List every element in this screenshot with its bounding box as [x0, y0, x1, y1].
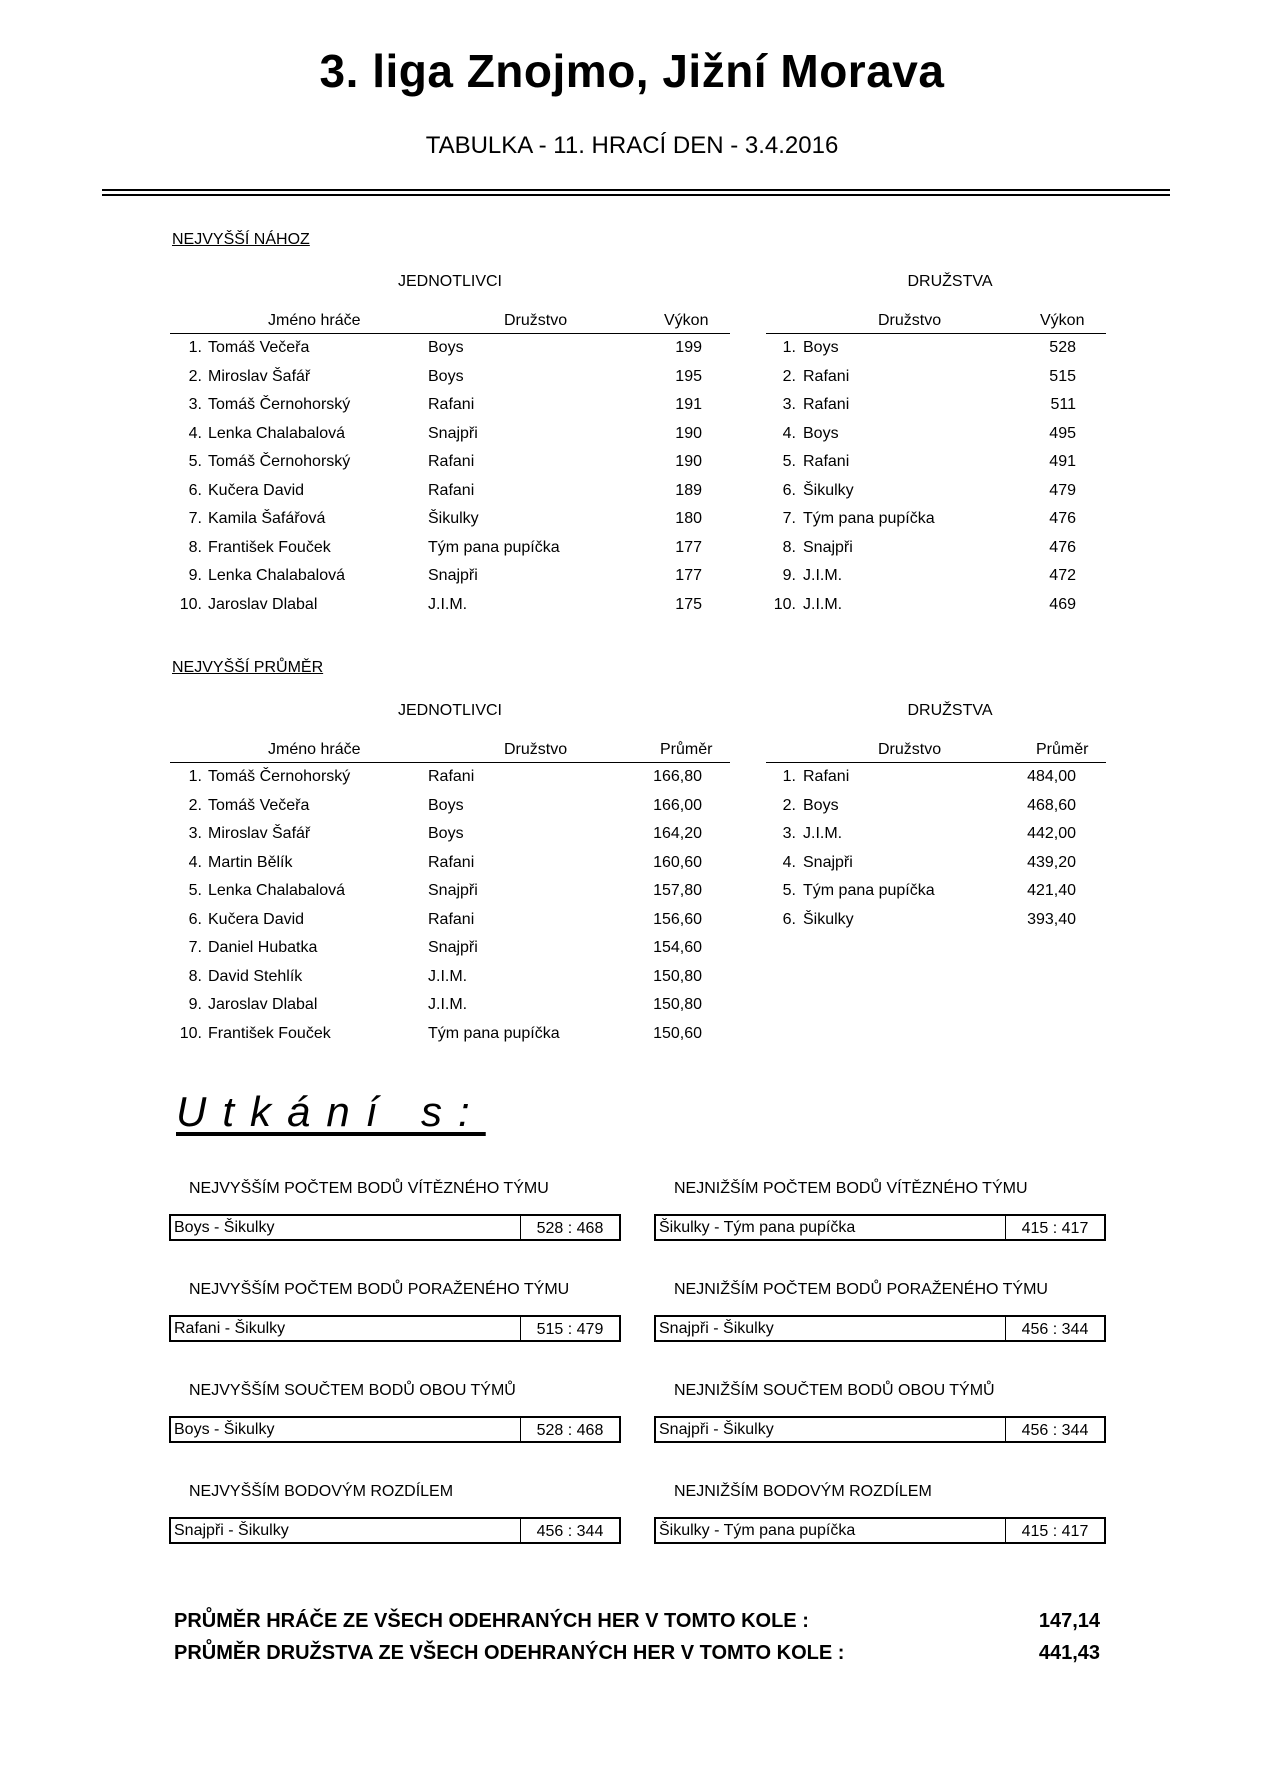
- table-row: [170, 792, 730, 821]
- max-average-teams-heading: DRUŽSTVA: [907, 702, 993, 719]
- criterion-label: NEJVYŠŠÍM POČTEM BODŮ VÍTĚZNÉHO TÝMU: [189, 1180, 549, 1197]
- row-value: 177: [675, 567, 702, 584]
- double-divider: [102, 189, 1170, 196]
- row-team: Tým pana pupíčka: [428, 538, 560, 556]
- row-player: Lenka Chalabalová: [208, 424, 345, 442]
- row-value: 191: [675, 396, 702, 413]
- row-rank: 6.: [782, 910, 796, 928]
- table-row: [170, 477, 730, 506]
- row-rank: 3.: [188, 825, 202, 842]
- row-value: 150,60: [653, 1024, 702, 1042]
- row-rank: 6.: [782, 481, 796, 499]
- max-throw-individuals-heading: JEDNOTLIVCI: [397, 273, 502, 290]
- row-value: 166,80: [653, 768, 702, 785]
- row-team: Snajpři: [428, 939, 478, 956]
- team-average-label: PRŮMĚR DRUŽSTVA ZE VŠECH ODEHRANÝCH HER V TOMTO KOLE :: [174, 1642, 845, 1664]
- col-player: Jméno hráče: [268, 741, 361, 758]
- criterion-result-box: [654, 1517, 1106, 1544]
- row-player: František Fouček: [208, 1024, 331, 1042]
- max-throw-individuals-table: [170, 311, 730, 619]
- row-rank: 5.: [782, 882, 796, 899]
- table-row: [766, 562, 1106, 591]
- criterion-label: NEJNIŽŠÍM BODOVÝM ROZDÍLEM: [674, 1483, 932, 1500]
- row-player: František Fouček: [208, 538, 331, 556]
- row-value: 164,20: [653, 825, 702, 842]
- row-value: 154,60: [653, 939, 702, 956]
- match-teams: Boys - Šikulky: [174, 1219, 275, 1236]
- table-row: [170, 391, 730, 420]
- row-rank: 1.: [782, 339, 796, 356]
- criterion-label: NEJNIŽŠÍM POČTEM BODŮ VÍTĚZNÉHO TÝMU: [674, 1180, 1028, 1197]
- match-teams: Snajpři - Šikulky: [174, 1522, 289, 1539]
- match-score: 456 : 344: [1005, 1317, 1104, 1340]
- row-rank: 4.: [188, 853, 202, 871]
- col-team: Družstvo: [504, 741, 568, 758]
- row-team: Rafani: [428, 481, 475, 499]
- row-value: 175: [675, 595, 702, 613]
- col-player: Jméno hráče: [268, 312, 361, 329]
- table-row: [170, 334, 730, 363]
- criterion-result-box: [169, 1315, 621, 1342]
- row-value: 150,80: [653, 996, 702, 1013]
- table-row: [766, 591, 1106, 620]
- row-team: Boys: [428, 796, 464, 814]
- row-rank: 5.: [188, 453, 202, 470]
- row-player: Kamila Šafářová: [208, 510, 326, 527]
- row-team: Snajpři: [428, 882, 478, 899]
- table-row: [170, 991, 730, 1020]
- row-player: Jaroslav Dlabal: [208, 996, 318, 1013]
- row-value: 190: [675, 453, 702, 470]
- table-row: [170, 534, 730, 563]
- row-value: 469: [1049, 595, 1076, 613]
- row-value: 157,80: [653, 882, 702, 899]
- match-score: 415 : 417: [1005, 1216, 1104, 1239]
- match-teams: Snajpři - Šikulky: [659, 1320, 774, 1337]
- row-value: 393,40: [1027, 910, 1076, 928]
- row-rank: 10.: [773, 595, 796, 613]
- criterion-label: NEJVYŠŠÍM SOUČTEM BODŮ OBOU TÝMŮ: [189, 1382, 516, 1399]
- col-value: Výkon: [1040, 312, 1085, 329]
- table-row: [766, 763, 1106, 792]
- page-title: 3. liga Znojmo, Jižní Morava: [319, 45, 945, 97]
- row-team: Rafani: [428, 396, 475, 413]
- row-rank: 5.: [188, 882, 202, 899]
- row-rank: 5.: [782, 453, 796, 470]
- row-rank: 3.: [782, 396, 796, 413]
- row-value: 528: [1049, 339, 1076, 356]
- match-score: 415 : 417: [1005, 1519, 1104, 1542]
- row-value: 160,60: [653, 853, 702, 871]
- row-rank: 3.: [782, 825, 796, 842]
- matches-heading: Utkání s:: [176, 1088, 486, 1135]
- criterion-result-box: [654, 1315, 1106, 1342]
- row-value: 442,00: [1027, 825, 1076, 842]
- row-team: Snajpři: [803, 853, 853, 871]
- row-value: 189: [675, 481, 702, 499]
- table-row: [170, 363, 730, 392]
- row-rank: 7.: [188, 939, 202, 956]
- row-value: 484,00: [1027, 768, 1076, 785]
- row-team: Boys: [803, 796, 839, 814]
- row-team: Rafani: [803, 396, 850, 413]
- row-rank: 3.: [188, 396, 202, 413]
- player-average-label: PRŮMĚR HRÁČE ZE VŠECH ODEHRANÝCH HER V TOMTO KOLE :: [174, 1610, 809, 1632]
- match-teams: Boys - Šikulky: [174, 1421, 275, 1438]
- row-rank: 2.: [188, 367, 202, 385]
- max-average-section-label: NEJVYŠŠÍ PRŮMĚR: [172, 659, 324, 676]
- row-player: Jaroslav Dlabal: [208, 595, 318, 613]
- row-team: Boys: [803, 424, 839, 442]
- row-rank: 1.: [188, 339, 202, 356]
- table-row: [170, 906, 730, 935]
- row-team: Boys: [428, 367, 464, 385]
- row-value: 166,00: [653, 796, 702, 814]
- team-average-value: 441,43: [1038, 1642, 1100, 1664]
- row-player: Miroslav Šafář: [208, 825, 311, 842]
- table-row: [766, 448, 1106, 477]
- criterion-label: NEJVYŠŠÍM BODOVÝM ROZDÍLEM: [189, 1483, 454, 1500]
- table-row: [766, 792, 1106, 821]
- col-team: Družstvo: [504, 312, 568, 329]
- row-player: Tomáš Večeřa: [208, 796, 310, 814]
- row-team: Tým pana pupíčka: [428, 1024, 560, 1042]
- max-average-teams-table: [766, 740, 1106, 934]
- row-rank: 2.: [782, 796, 796, 814]
- row-rank: 9.: [188, 996, 202, 1013]
- page-subtitle: TABULKA - 11. HRACÍ DEN - 3.4.2016: [425, 132, 839, 159]
- row-team: Tým pana pupíčka: [803, 882, 935, 899]
- max-throw-section-label: NEJVYŠŠÍ NÁHOZ: [172, 231, 310, 248]
- row-team: Rafani: [428, 453, 475, 470]
- table-header: [170, 311, 730, 334]
- row-rank: 4.: [782, 424, 796, 442]
- row-team: Tým pana pupíčka: [803, 510, 935, 527]
- row-value: 180: [675, 510, 702, 527]
- row-value: 468,60: [1027, 796, 1076, 814]
- criterion-label: NEJNIŽŠÍM SOUČTEM BODŮ OBOU TÝMŮ: [674, 1382, 995, 1399]
- row-team: J.I.M.: [803, 825, 843, 842]
- row-rank: 2.: [782, 367, 796, 385]
- row-player: Tomáš Černohorský: [208, 768, 351, 785]
- row-team: Rafani: [428, 768, 475, 785]
- table-row: [170, 420, 730, 449]
- row-team: Rafani: [803, 367, 850, 385]
- match-teams: Rafani - Šikulky: [174, 1320, 286, 1337]
- row-rank: 2.: [188, 796, 202, 814]
- row-player: Lenka Chalabalová: [208, 882, 345, 899]
- match-score: 528 : 468: [520, 1418, 619, 1441]
- row-value: 515: [1049, 367, 1076, 385]
- table-row: [766, 420, 1106, 449]
- row-value: 511: [1050, 396, 1076, 413]
- match-teams: Šikulky - Tým pana pupíčka: [659, 1219, 856, 1236]
- row-team: J.I.M.: [428, 595, 468, 613]
- match-score: 515 : 479: [520, 1317, 619, 1340]
- table-row: [766, 877, 1106, 906]
- row-value: 476: [1049, 510, 1076, 527]
- table-row: [170, 562, 730, 591]
- row-value: 199: [675, 339, 702, 356]
- row-value: 439,20: [1027, 853, 1076, 871]
- col-team: Družstvo: [878, 741, 942, 758]
- match-score: 456 : 344: [520, 1519, 619, 1542]
- table-row: [170, 849, 730, 878]
- row-player: Martin Bělík: [208, 853, 293, 871]
- row-team: Rafani: [428, 853, 475, 871]
- row-rank: 6.: [188, 481, 202, 499]
- criterion-label: NEJNIŽŠÍM POČTEM BODŮ PORAŽENÉHO TÝMU: [674, 1281, 1048, 1298]
- row-value: 150,80: [653, 967, 702, 985]
- row-rank: 7.: [782, 510, 796, 527]
- max-average-individuals-table: [170, 740, 730, 1048]
- row-rank: 10.: [179, 1024, 202, 1042]
- table-row: [170, 505, 730, 534]
- match-score: 528 : 468: [520, 1216, 619, 1239]
- row-player: Tomáš Černohorský: [208, 453, 351, 470]
- table-row: [170, 448, 730, 477]
- table-row: [766, 334, 1106, 363]
- col-team: Družstvo: [878, 312, 942, 329]
- table-header: [766, 311, 1106, 334]
- row-rank: 10.: [179, 595, 202, 613]
- table-header: [766, 740, 1106, 763]
- criterion-result-box: [169, 1214, 621, 1241]
- row-value: 476: [1049, 538, 1076, 556]
- row-team: Šikulky: [428, 510, 479, 527]
- row-value: 195: [675, 367, 702, 385]
- max-average-individuals-heading: JEDNOTLIVCI: [397, 702, 502, 719]
- row-team: J.I.M.: [803, 567, 843, 584]
- criterion-result-box: [654, 1416, 1106, 1443]
- row-team: Boys: [803, 339, 839, 356]
- table-row: [170, 1020, 730, 1049]
- table-row: [766, 849, 1106, 878]
- match-teams: Snajpři - Šikulky: [659, 1421, 774, 1438]
- table-row: [170, 963, 730, 992]
- row-rank: 1.: [188, 768, 202, 785]
- row-team: Rafani: [803, 453, 850, 470]
- row-player: Kučera David: [208, 481, 305, 499]
- row-rank: 9.: [188, 567, 202, 584]
- row-value: 190: [675, 424, 702, 442]
- row-team: J.I.M.: [428, 967, 468, 985]
- row-rank: 8.: [782, 538, 796, 556]
- row-rank: 9.: [782, 567, 796, 584]
- table-row: [766, 906, 1106, 935]
- row-team: J.I.M.: [803, 595, 843, 613]
- row-rank: 1.: [782, 768, 796, 785]
- row-value: 156,60: [653, 910, 702, 928]
- row-team: Rafani: [803, 768, 850, 785]
- max-throw-teams-table: [766, 311, 1106, 619]
- row-rank: 4.: [782, 853, 796, 871]
- row-rank: 4.: [188, 424, 202, 442]
- player-average-value: 147,14: [1038, 1610, 1100, 1632]
- row-rank: 6.: [188, 910, 202, 928]
- table-row: [170, 934, 730, 963]
- row-player: Kučera David: [208, 910, 305, 928]
- row-team: Rafani: [428, 910, 475, 928]
- row-team: J.I.M.: [428, 996, 468, 1013]
- table-row: [170, 763, 730, 792]
- row-team: Snajpři: [428, 424, 478, 442]
- match-teams: Šikulky - Tým pana pupíčka: [659, 1522, 856, 1539]
- row-team: Šikulky: [803, 910, 854, 928]
- table-row: [766, 820, 1106, 849]
- row-player: Daniel Hubatka: [208, 939, 318, 956]
- row-team: Snajpři: [803, 538, 853, 556]
- table-row: [766, 505, 1106, 534]
- row-team: Snajpři: [428, 567, 478, 584]
- row-value: 421,40: [1027, 882, 1076, 899]
- row-team: Boys: [428, 825, 464, 842]
- criterion-result-box: [654, 1214, 1106, 1241]
- criterion-result-box: [169, 1517, 621, 1544]
- row-team: Šikulky: [803, 481, 854, 499]
- table-row: [170, 877, 730, 906]
- row-value: 495: [1049, 424, 1076, 442]
- table-row: [766, 391, 1106, 420]
- row-player: David Stehlík: [208, 967, 303, 985]
- row-value: 472: [1049, 567, 1076, 584]
- table-row: [766, 477, 1106, 506]
- col-value: Výkon: [664, 312, 709, 329]
- col-value: Průměr: [1036, 741, 1089, 758]
- table-row: [766, 363, 1106, 392]
- criterion-result-box: [169, 1416, 621, 1443]
- table-row: [766, 534, 1106, 563]
- col-value: Průměr: [660, 741, 713, 758]
- match-score: 456 : 344: [1005, 1418, 1104, 1441]
- row-rank: 7.: [188, 510, 202, 527]
- row-value: 177: [675, 538, 702, 556]
- table-header: [170, 740, 730, 763]
- row-value: 479: [1049, 481, 1076, 499]
- row-player: Tomáš Večeřa: [208, 339, 310, 356]
- row-value: 491: [1049, 453, 1076, 470]
- criterion-label: NEJVYŠŠÍM POČTEM BODŮ PORAŽENÉHO TÝMU: [189, 1281, 570, 1298]
- table-row: [170, 820, 730, 849]
- table-row: [170, 591, 730, 620]
- row-team: Boys: [428, 339, 464, 356]
- row-player: Tomáš Černohorský: [208, 396, 351, 413]
- row-player: Lenka Chalabalová: [208, 567, 345, 584]
- row-rank: 8.: [188, 538, 202, 556]
- max-throw-teams-heading: DRUŽSTVA: [907, 273, 993, 290]
- row-rank: 8.: [188, 967, 202, 985]
- row-player: Miroslav Šafář: [208, 367, 311, 385]
